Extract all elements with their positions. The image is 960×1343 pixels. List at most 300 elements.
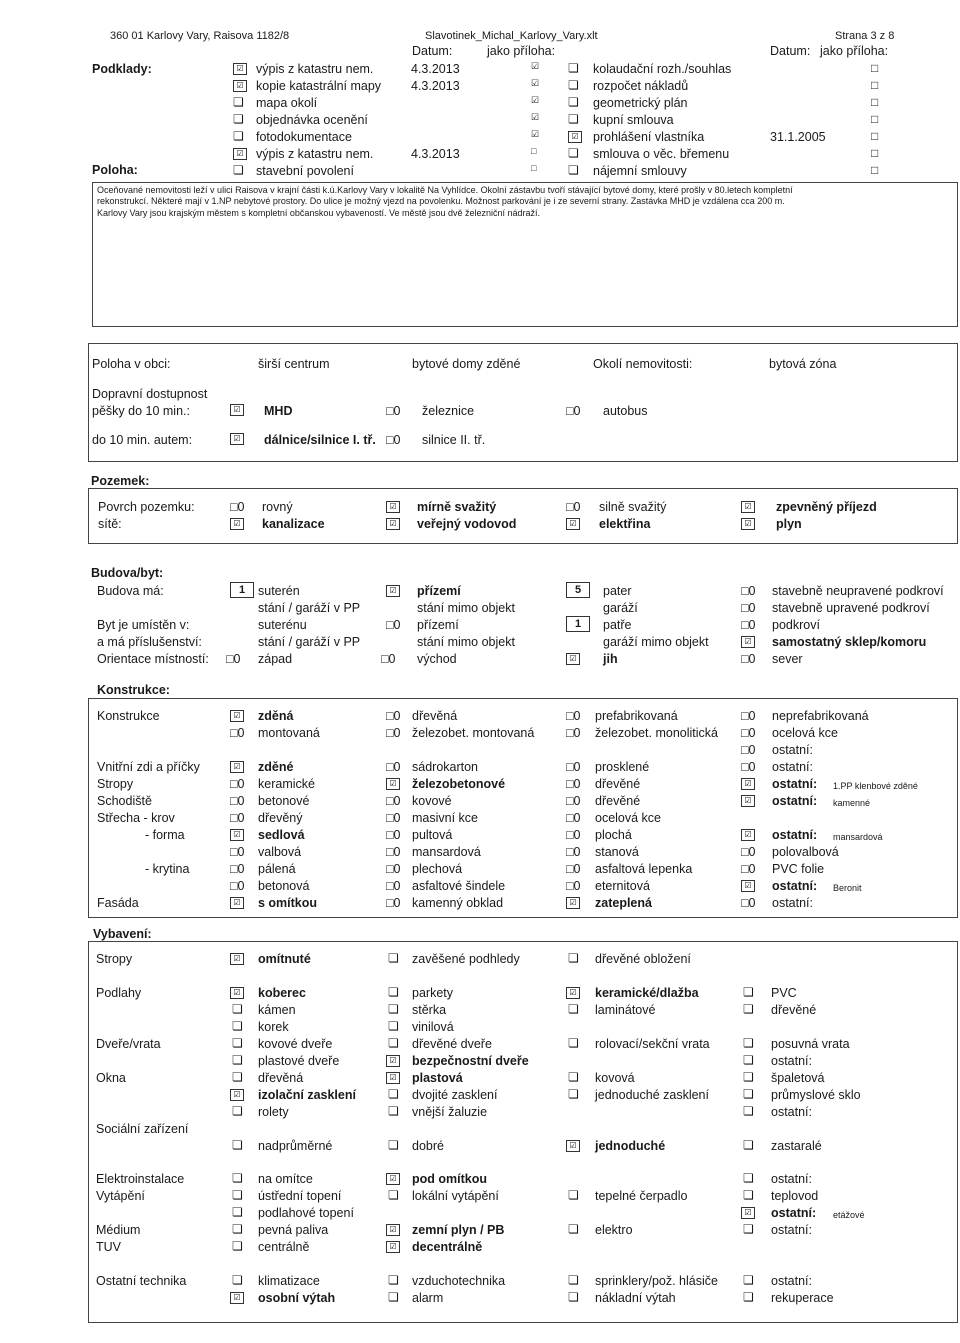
podklad-right-checkbox[interactable]: ❏ — [568, 78, 579, 92]
vybaveni-checkbox[interactable]: ❏ — [388, 1036, 399, 1050]
podklad-right-checkbox[interactable]: ❏ — [568, 61, 579, 75]
sever-checkbox[interactable]: □0 — [741, 652, 756, 666]
pozemek-item: plyn — [776, 517, 802, 531]
budova-item: podkroví — [772, 618, 820, 632]
konstrukce-item: pultová — [412, 828, 453, 842]
vybaveni-checkbox[interactable]: ☑ — [386, 1241, 400, 1253]
podklad-item: objednávka ocenění — [256, 113, 368, 127]
konstrukce-item: ostatní: — [772, 760, 813, 774]
konstrukce-checkbox[interactable]: □0 — [566, 828, 581, 842]
budova-item: západ — [258, 652, 293, 666]
budova-item: východ — [417, 652, 457, 666]
vybaveni-label: TUV — [96, 1240, 121, 1254]
konstrukce-checkbox[interactable]: □0 — [566, 879, 581, 893]
konstrukce-item: ostatní: — [772, 743, 813, 757]
konstrukce-checkbox[interactable]: ☑ — [741, 795, 755, 807]
konstrukce-checkbox[interactable]: □0 — [741, 743, 756, 757]
budova-item: stání / garáží v PP — [258, 635, 361, 649]
konstrukce-checkbox[interactable]: □0 — [230, 879, 245, 893]
konstrukce-item: betonové — [258, 794, 310, 808]
autobus-label: autobus — [603, 404, 648, 418]
vybaveni-label: Médium — [96, 1223, 141, 1237]
vybaveni-checkbox[interactable]: ❏ — [388, 1138, 399, 1152]
vybaveni-checkbox[interactable]: ❏ — [743, 1273, 754, 1287]
konstrukce-checkbox[interactable]: □0 — [741, 709, 756, 723]
vybaveni-label: Dveře/vrata — [96, 1037, 161, 1051]
budova-item: přízemí — [417, 618, 459, 632]
vybaveni-checkbox[interactable]: ❏ — [743, 1053, 754, 1067]
podklad-checkbox[interactable]: ☑ — [233, 80, 247, 92]
vybaveni-checkbox[interactable]: ❏ — [568, 1222, 579, 1236]
vybaveni-checkbox[interactable]: ❏ — [388, 1273, 399, 1287]
budova-label: a má příslušenství: — [97, 635, 202, 649]
konstrukce-checkbox[interactable]: □0 — [741, 760, 756, 774]
priloha-right-checkbox[interactable]: □ — [871, 95, 879, 109]
pozemek-item: mírně svažitý — [417, 500, 497, 514]
vybaveni-checkbox[interactable]: ❏ — [743, 1087, 754, 1101]
vybaveni-checkbox[interactable]: ❏ — [232, 1104, 243, 1118]
vybaveni-checkbox[interactable]: ❏ — [743, 1171, 754, 1185]
podklad-item: výpis z katastru nem. — [256, 62, 374, 76]
konstrukce-item: ostatní: — [772, 777, 818, 791]
header-file: Slavotinek_Michal_Karlovy_Vary.xlt — [425, 30, 598, 42]
priloha-right-checkbox[interactable]: □ — [871, 146, 879, 160]
konstrukce-checkbox[interactable]: ☑ — [230, 829, 244, 841]
konstrukce-checkbox[interactable]: □0 — [741, 896, 756, 910]
vybaveni-checkbox[interactable]: ❏ — [743, 1104, 754, 1118]
priloha-checkbox[interactable]: ☑ — [531, 61, 540, 71]
vybaveni-item: lokální vytápění — [412, 1189, 499, 1203]
konstrukce-checkbox[interactable]: □0 — [566, 845, 581, 859]
vybaveni-checkbox[interactable]: ❏ — [232, 1205, 243, 1219]
vybaveni-checkbox[interactable]: ❏ — [568, 1070, 579, 1084]
vybaveni-checkbox[interactable]: ❏ — [388, 1290, 399, 1304]
vybaveni-item: ostatní: — [771, 1172, 812, 1186]
povrch-label: Povrch pozemku: — [98, 500, 195, 514]
pozemek-checkbox[interactable]: ☑ — [230, 518, 244, 530]
priloha-checkbox[interactable]: ☑ — [531, 95, 540, 105]
podklad-right-item: rozpočet nákladů — [593, 79, 689, 93]
vybaveni-item: decentrálně — [412, 1240, 483, 1254]
bytova-zona: bytová zóna — [769, 357, 837, 371]
pater-count[interactable]: 5 — [566, 582, 590, 598]
description-line: Karlovy Vary jsou krajským městem s kompletní občanskou vybaveností. Ve městě jsou dvě železniční nádraží. — [97, 207, 541, 218]
konstrukce-item: neprefabrikovaná — [772, 709, 869, 723]
vychod-checkbox[interactable]: □0 — [381, 652, 396, 666]
patre-number[interactable]: 1 — [566, 616, 590, 632]
vybaveni-item: PVC — [771, 986, 797, 1000]
priloha-checkbox[interactable]: ☑ — [531, 129, 540, 139]
zeleznice-label: železnice — [422, 404, 475, 418]
description-box — [92, 182, 958, 327]
konstrukce-checkbox[interactable]: □0 — [386, 794, 401, 808]
checkbox-zeleznice[interactable]: □0 — [386, 404, 401, 418]
vybaveni-checkbox[interactable]: ☑ — [386, 1173, 400, 1185]
vybaveni-item: kovová — [595, 1071, 635, 1085]
vybaveni-item: tepelné čerpadlo — [595, 1189, 688, 1203]
podklady-label: Podklady: — [92, 62, 152, 76]
krytina-note: Beronit — [833, 883, 862, 893]
doprava-label: Dopravní dostupnost — [92, 387, 208, 401]
budova-item: samostatný sklep/komoru — [772, 635, 927, 649]
konstrukce-item: mansardová — [412, 845, 481, 859]
konstrukce-label: Vnitřní zdi a příčky — [97, 760, 200, 774]
konstrukce-item: polovalbová — [772, 845, 839, 859]
bytove-domy: bytové domy zděné — [412, 357, 521, 371]
vybaveni-checkbox[interactable]: ☑ — [230, 1089, 244, 1101]
vybaveni-item: pod omítkou — [412, 1172, 487, 1186]
konstrukce-checkbox[interactable]: □0 — [566, 862, 581, 876]
podkrovi-upr-checkbox[interactable]: □0 — [741, 601, 756, 615]
checkbox-mhd[interactable]: ☑ — [230, 404, 244, 416]
budova-item: suterénu — [258, 618, 307, 632]
konstrukce-checkbox[interactable]: □0 — [230, 811, 245, 825]
zapad-checkbox[interactable]: □0 — [226, 652, 241, 666]
podklad-checkbox[interactable]: ❏ — [233, 112, 244, 126]
priloha-label: jako příloha: — [487, 44, 556, 58]
konstrukce-checkbox[interactable]: □0 — [230, 726, 245, 740]
konstrukce-item: železobet. monolitická — [595, 726, 718, 740]
vybaveni-item: ostatní: — [771, 1054, 812, 1068]
konstrukce-item: zateplená — [595, 896, 652, 910]
konstrukce-checkbox[interactable]: ☑ — [566, 897, 580, 909]
vybaveni-checkbox[interactable]: ❏ — [388, 1104, 399, 1118]
konstrukce-item: dřevěná — [412, 709, 458, 723]
vybaveni-item: ostatní: — [771, 1223, 812, 1237]
vybaveni-checkbox[interactable]: ❏ — [568, 1290, 579, 1304]
vybaveni-item: nadprůměrné — [258, 1139, 333, 1153]
konstrukce-checkbox[interactable]: □0 — [566, 726, 581, 740]
vybaveni-checkbox[interactable]: ❏ — [232, 1036, 243, 1050]
vybaveni-item: ostatní: — [771, 1206, 817, 1220]
silnice-label: silnice II. tř. — [422, 433, 486, 447]
priloha-right-checkbox[interactable]: □ — [871, 61, 879, 75]
pozemek-item: rovný — [262, 500, 293, 514]
vybaveni-checkbox[interactable]: ❏ — [743, 1188, 754, 1202]
dalnice-label: dálnice/silnice I. tř. — [264, 433, 376, 447]
vybaveni-checkbox[interactable]: ❏ — [388, 1002, 399, 1016]
vybaveni-checkbox[interactable]: ❏ — [743, 1222, 754, 1236]
vybaveni-checkbox[interactable]: ☑ — [566, 987, 580, 999]
priloha-checkbox[interactable]: ☑ — [531, 78, 540, 88]
budova-item: stavebně neupravené podkroví — [772, 584, 944, 598]
vybaveni-item: alarm — [412, 1291, 444, 1305]
konstrukce-item: ostatní: — [772, 879, 818, 893]
podklad-right-date: 31.1.2005 — [770, 130, 826, 144]
konstrukce-checkbox[interactable]: □0 — [566, 777, 581, 791]
podklad-right-checkbox[interactable]: ❏ — [568, 163, 579, 177]
vybaveni-checkbox[interactable]: ❏ — [232, 1019, 243, 1033]
podklad-right-checkbox[interactable]: ❏ — [568, 95, 579, 109]
description-line: rekonstrukcí. Některé mají v 1.NP nebytové prostory. Do ulice je možný vjezd na povolenku. Možnost parkování je i ze severní strany. Zastávka MHD je vzdálena cca 200 m. — [97, 196, 785, 207]
konstrukce-item: pálená — [258, 862, 296, 876]
budova-label: Budova má: — [97, 584, 164, 598]
vybaveni-checkbox[interactable]: ❏ — [568, 1087, 579, 1101]
vybaveni-item: sprinklery/pož. hlásiče — [595, 1274, 718, 1288]
vybaveni-checkbox[interactable]: ☑ — [230, 953, 244, 965]
vybaveni-checkbox[interactable]: ❏ — [232, 1138, 243, 1152]
konstrukce-checkbox[interactable]: □0 — [386, 709, 401, 723]
vybaveni-checkbox[interactable]: ❏ — [743, 1070, 754, 1084]
konstrukce-checkbox[interactable]: □0 — [741, 862, 756, 876]
vybaveni-checkbox[interactable]: ☑ — [741, 1207, 755, 1219]
priloha-right-checkbox[interactable]: □ — [871, 163, 879, 177]
konstrukce-item: plechová — [412, 862, 463, 876]
vybaveni-item: jednoduché zasklení — [595, 1088, 709, 1102]
konstrukce-item: kovové — [412, 794, 452, 808]
konstrukce-checkbox[interactable]: □0 — [230, 862, 245, 876]
konstrukce-checkbox[interactable]: □0 — [566, 811, 581, 825]
konstrukce-checkbox[interactable]: □0 — [386, 828, 401, 842]
datum-label-2: Datum: — [770, 44, 811, 58]
priloha-right-checkbox[interactable]: □ — [871, 112, 879, 126]
vybaveni-checkbox[interactable]: ❏ — [232, 1239, 243, 1253]
priloha-checkbox[interactable]: □ — [531, 146, 537, 156]
vybaveni-item: rekuperace — [771, 1291, 834, 1305]
pozemek-checkbox[interactable]: ☑ — [386, 518, 400, 530]
konstrukce-checkbox[interactable]: □0 — [386, 896, 401, 910]
vybaveni-checkbox[interactable]: ❏ — [388, 985, 399, 999]
vybaveni-checkbox[interactable]: ❏ — [232, 1222, 243, 1236]
vybaveni-item: korek — [258, 1020, 289, 1034]
pozemek-checkbox[interactable]: □0 — [566, 500, 581, 514]
vybaveni-item: zavěšené podhledy — [412, 952, 520, 966]
konstrukce-title: Konstrukce: — [97, 683, 170, 697]
konstrukce-item: dřevěné — [595, 777, 641, 791]
pozemek-checkbox[interactable]: ☑ — [566, 518, 580, 530]
suteren-count[interactable]: 1 — [230, 582, 254, 598]
checkbox-dalnice[interactable]: ☑ — [230, 433, 244, 445]
vybaveni-item: plastové dveře — [258, 1054, 340, 1068]
podklad-checkbox[interactable]: ☑ — [233, 63, 247, 75]
vybaveni-item: dobré — [412, 1139, 444, 1153]
priloha-right-checkbox[interactable]: □ — [871, 78, 879, 92]
vybaveni-checkbox[interactable]: ❏ — [232, 1002, 243, 1016]
vybaveni-label: Podlahy — [96, 986, 142, 1000]
vybaveni-checkbox[interactable]: ❏ — [568, 1002, 579, 1016]
budova-item: sever — [772, 652, 803, 666]
konstrukce-checkbox[interactable]: □0 — [566, 760, 581, 774]
konstrukce-item: zděné — [258, 760, 294, 774]
vybaveni-checkbox[interactable]: ☑ — [230, 1292, 244, 1304]
datum-label: Datum: — [412, 44, 453, 58]
podklad-item: výpis z katastru nem. — [256, 147, 374, 161]
budova-item: stání mimo objekt — [417, 601, 515, 615]
konstrukce-item: ostatní: — [772, 896, 813, 910]
podklad-right-checkbox[interactable]: ❏ — [568, 112, 579, 126]
vybaveni-checkbox[interactable]: ❏ — [568, 1273, 579, 1287]
vybaveni-checkbox[interactable]: ☑ — [386, 1072, 400, 1084]
vybaveni-checkbox[interactable]: ❏ — [743, 985, 754, 999]
konstrukce-item: kamenný obklad — [412, 896, 504, 910]
vybaveni-checkbox[interactable]: ❏ — [232, 1070, 243, 1084]
konstrukce-label: Stropy — [97, 777, 134, 791]
priloha-checkbox[interactable]: □ — [531, 163, 537, 173]
budova-label: Orientace místností: — [97, 652, 209, 666]
podklad-checkbox[interactable]: ❏ — [233, 129, 244, 143]
vybaveni-checkbox[interactable]: ❏ — [388, 951, 399, 965]
vybaveni-item: jednoduché — [595, 1139, 666, 1153]
vybaveni-label: Vytápění — [96, 1189, 145, 1203]
sklep-checkbox[interactable]: ☑ — [741, 636, 755, 648]
konstrukce-checkbox[interactable]: □0 — [386, 726, 401, 740]
vybaveni-box — [88, 941, 958, 1323]
konstrukce-checkbox[interactable]: ☑ — [741, 829, 755, 841]
vybaveni-checkbox[interactable]: ❏ — [232, 1273, 243, 1287]
vybaveni-label: Okna — [96, 1071, 126, 1085]
konstrukce-checkbox[interactable]: □0 — [386, 879, 401, 893]
konstrukce-item: sedlová — [258, 828, 305, 842]
podkrovi-checkbox[interactable]: □0 — [741, 584, 756, 598]
konstrukce-item: PVC folie — [772, 862, 825, 876]
konstrukce-label: Schodiště — [97, 794, 152, 808]
vybaveni-checkbox[interactable]: ❏ — [388, 1087, 399, 1101]
podklad-item: stavební povolení — [256, 164, 354, 178]
konstrukce-item: zděná — [258, 709, 294, 723]
stropy-note: 1.PP klenbové zděné — [833, 781, 918, 791]
konstrukce-item: prosklené — [595, 760, 650, 774]
vybaveni-item: ostatní: — [771, 1274, 812, 1288]
vybaveni-item: posuvná vrata — [771, 1037, 850, 1051]
vybaveni-item: na omítce — [258, 1172, 313, 1186]
konstrukce-item: dřevěné — [595, 794, 641, 808]
budova-title: Budova/byt: — [91, 566, 164, 580]
podklad-right-checkbox[interactable]: ❏ — [568, 146, 579, 160]
vybaveni-item: nákladní výtah — [595, 1291, 676, 1305]
vybaveni-checkbox[interactable]: ❏ — [568, 951, 579, 965]
konstrukce-item: železobetonové — [412, 777, 506, 791]
vybaveni-checkbox[interactable]: ❏ — [568, 1188, 579, 1202]
konstrukce-checkbox[interactable]: ☑ — [230, 710, 244, 722]
konstrukce-checkbox[interactable]: □0 — [230, 794, 245, 808]
podklad-checkbox[interactable]: ☑ — [233, 148, 247, 160]
konstrukce-checkbox[interactable]: □0 — [386, 811, 401, 825]
konstrukce-checkbox[interactable]: □0 — [386, 862, 401, 876]
vybaveni-item: stěrka — [412, 1003, 447, 1017]
vybaveni-checkbox[interactable]: ❏ — [388, 1188, 399, 1202]
vybaveni-checkbox[interactable]: ❏ — [743, 1036, 754, 1050]
podklad-right-item: prohlášení vlastníka — [593, 130, 705, 144]
header-page: Strana 3 z 8 — [835, 30, 895, 42]
konstrukce-item: ostatní: — [772, 828, 818, 842]
konstrukce-checkbox[interactable]: □0 — [566, 794, 581, 808]
konstrukce-checkbox[interactable]: ☑ — [741, 778, 755, 790]
konstrukce-item: železobet. montovaná — [412, 726, 535, 740]
vybaveni-checkbox[interactable]: ❏ — [232, 1053, 243, 1067]
vybaveni-item: izolační zasklení — [258, 1088, 356, 1102]
pozemek-checkbox[interactable]: ☑ — [741, 518, 755, 530]
konstrukce-checkbox[interactable]: ☑ — [230, 897, 244, 909]
vybaveni-item: centrálně — [258, 1240, 310, 1254]
vybaveni-checkbox[interactable]: ❏ — [232, 1171, 243, 1185]
vybaveni-item: klimatizace — [258, 1274, 320, 1288]
vybaveni-checkbox[interactable]: ❏ — [232, 1188, 243, 1202]
konstrukce-checkbox[interactable]: ☑ — [741, 880, 755, 892]
konstrukce-checkbox[interactable]: □0 — [741, 845, 756, 859]
vybaveni-item: keramické/dlažba — [595, 986, 699, 1000]
budova-item: garáží — [603, 601, 638, 615]
vybaveni-item: pevná paliva — [258, 1223, 329, 1237]
okoli-label: Okolí nemovitosti: — [593, 357, 693, 371]
vybaveni-item: parkety — [412, 986, 453, 1000]
podklad-right-item: kupní smlouva — [593, 113, 674, 127]
podklad-right-checkbox[interactable]: ☑ — [568, 131, 582, 143]
vybaveni-checkbox[interactable]: ☑ — [386, 1224, 400, 1236]
pozemek-item: zpevněný příjezd — [776, 500, 877, 514]
podklad-date: 4.3.2013 — [411, 79, 460, 93]
jih-checkbox[interactable]: ☑ — [566, 653, 580, 665]
vybaveni-item: plastová — [412, 1071, 463, 1085]
vybaveni-checkbox[interactable]: ☑ — [230, 987, 244, 999]
vybaveni-checkbox[interactable]: ❏ — [388, 1019, 399, 1033]
konstrukce-item: s omítkou — [258, 896, 318, 910]
podklad-right-item: geometrický plán — [593, 96, 688, 110]
vybaveni-item: laminátové — [595, 1003, 656, 1017]
podklad-checkbox[interactable]: ❏ — [233, 95, 244, 109]
podklad-date: 4.3.2013 — [411, 147, 460, 161]
vybaveni-item: bezpečnostní dveře — [412, 1054, 529, 1068]
vybaveni-item: rolovací/sekční vrata — [595, 1037, 710, 1051]
vybaveni-item: osobní výtah — [258, 1291, 336, 1305]
checkbox-silnice[interactable]: □0 — [386, 433, 401, 447]
konstrukce-checkbox[interactable]: □0 — [386, 760, 401, 774]
konstrukce-checkbox[interactable]: □0 — [386, 845, 401, 859]
konstrukce-checkbox[interactable]: □0 — [230, 777, 245, 791]
prizemi-checkbox[interactable]: ☑ — [386, 585, 400, 597]
vybaveni-item: zastaralé — [771, 1139, 822, 1153]
podkrovi-byt-checkbox[interactable]: □0 — [741, 618, 756, 632]
pozemek-checkbox[interactable]: □0 — [230, 500, 245, 514]
konstrukce-checkbox[interactable]: ☑ — [230, 761, 244, 773]
vybaveni-item: elektro — [595, 1223, 633, 1237]
konstrukce-item: asfaltová lepenka — [595, 862, 693, 876]
vybaveni-item: dřevěné — [771, 1003, 817, 1017]
konstrukce-checkbox[interactable]: □0 — [566, 709, 581, 723]
pozemek-checkbox[interactable]: ☑ — [386, 501, 400, 513]
vybaveni-label: Sociální zařízení — [96, 1122, 189, 1136]
pesky-label: pěšky do 10 min.: — [92, 404, 190, 418]
budova-item: stání / garáží v PP — [258, 601, 361, 615]
forma-note: mansardová — [833, 832, 883, 842]
priloha-label-2: jako příloha: — [820, 44, 889, 58]
budova-item: přízemí — [417, 584, 461, 598]
konstrukce-checkbox[interactable]: ☑ — [386, 778, 400, 790]
konstrukce-item: prefabrikovaná — [595, 709, 678, 723]
description-line: Oceňované nemovitosti leží v ulici Raisova v krajní části k.ú.Karlovy Vary v lokalitě Na Vyhlídce. Okolní zástavbu tvoří stávající bytové domy, které prošly v 80.letech kompletní — [97, 185, 793, 195]
prizemi-byt-checkbox[interactable]: □0 — [386, 618, 401, 632]
vybaveni-checkbox[interactable]: ☑ — [386, 1055, 400, 1067]
podklad-date: 4.3.2013 — [411, 62, 460, 76]
konstrukce-checkbox[interactable]: □0 — [741, 726, 756, 740]
konstrukce-checkbox[interactable]: □0 — [230, 845, 245, 859]
priloha-checkbox[interactable]: ☑ — [531, 112, 540, 122]
konstrukce-label: Fasáda — [97, 896, 139, 910]
vybaveni-item: teplovod — [771, 1189, 819, 1203]
checkbox-autobus[interactable]: □0 — [566, 404, 581, 418]
priloha-right-checkbox[interactable]: □ — [871, 129, 879, 143]
sirsi-centrum: širší centrum — [258, 357, 330, 371]
vybaveni-checkbox[interactable]: ❏ — [568, 1036, 579, 1050]
pozemek-checkbox[interactable]: ☑ — [741, 501, 755, 513]
vybaveni-checkbox[interactable]: ❏ — [743, 1002, 754, 1016]
vybaveni-checkbox[interactable]: ❏ — [743, 1290, 754, 1304]
podklad-checkbox[interactable]: ❏ — [233, 163, 244, 177]
budova-item: suterén — [258, 584, 300, 598]
vybaveni-checkbox[interactable]: ❏ — [743, 1138, 754, 1152]
vybaveni-checkbox[interactable]: ☑ — [566, 1140, 580, 1152]
vybaveni-item: zemní plyn / PB — [412, 1223, 505, 1237]
vybaveni-item: průmyslové sklo — [771, 1088, 861, 1102]
